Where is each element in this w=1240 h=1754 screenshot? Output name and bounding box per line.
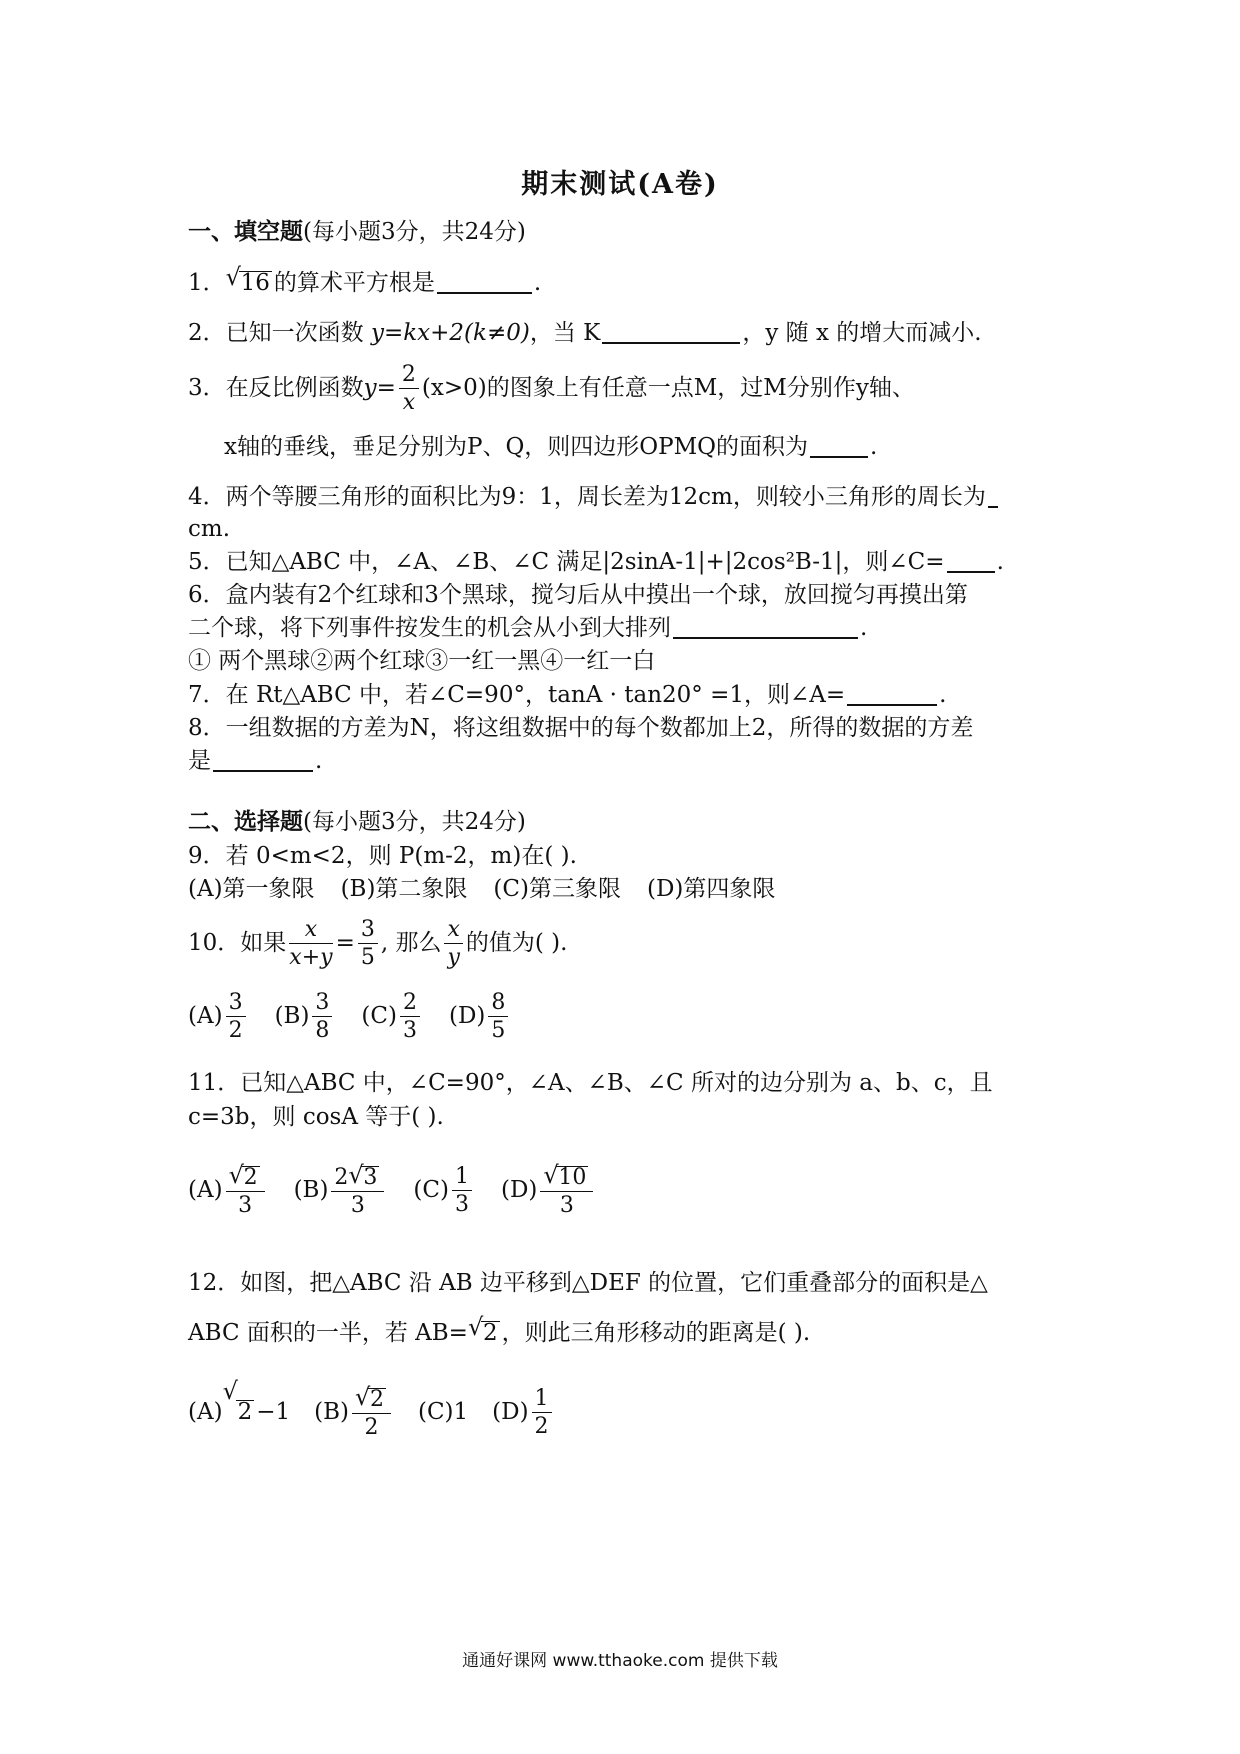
q1-number: 1． bbox=[188, 270, 226, 296]
q12-b-label: (B) bbox=[314, 1399, 349, 1425]
q9-stem: 9．若 0<m<2，则 P(m-2，m)在( ). bbox=[188, 843, 577, 869]
q12-line2a: ABC 面积的一半，若 AB= bbox=[188, 1320, 468, 1346]
q5-end: . bbox=[996, 549, 1004, 575]
footer-credit: 通通好课网 www.tthaoke.com 提供下载 bbox=[462, 1651, 778, 1671]
q7-answer-blank[interactable] bbox=[847, 682, 937, 706]
question-12 bbox=[188, 1268, 988, 1298]
q11-option-b[interactable]: (B) 2 √ 3 3 bbox=[294, 1160, 388, 1220]
q5-answer-blank[interactable] bbox=[947, 549, 995, 573]
question-6 bbox=[188, 580, 968, 610]
section2-note: (每小题3分，共24分) bbox=[303, 809, 526, 835]
q10-f3-den: y bbox=[447, 945, 460, 970]
q10-fraction-1 bbox=[289, 919, 332, 969]
q12-option-d[interactable] bbox=[492, 1382, 554, 1442]
q12-a-rad: 2 bbox=[237, 1399, 253, 1425]
q10-f2-den: 5 bbox=[360, 945, 375, 970]
q2-text-b: ，当 K bbox=[529, 320, 601, 346]
q12-sqrt: √ 2 bbox=[467, 1313, 498, 1346]
q10-d-den: 5 bbox=[491, 1018, 506, 1043]
q8-line2: 是 bbox=[188, 748, 211, 774]
q10-mid: , 那么 bbox=[380, 930, 442, 956]
section1-title: 一、填空题 bbox=[188, 218, 303, 245]
q3-end: . bbox=[870, 434, 878, 460]
section2-title: 二、选择题 bbox=[188, 808, 303, 835]
q10-option-b[interactable] bbox=[275, 988, 336, 1044]
question-11-line2 bbox=[188, 1102, 444, 1132]
q12-a-rest: −1 bbox=[256, 1399, 291, 1425]
q1-text: 的算术平方根是 bbox=[273, 270, 435, 296]
question-3-line2 bbox=[224, 432, 877, 462]
q12-line1: 12．如图，把△ABC 沿 AB 边平移到△DEF 的位置，它们重叠部分的面积是△ bbox=[188, 1270, 988, 1296]
q2-answer-blank[interactable] bbox=[602, 320, 740, 344]
q8-answer-blank[interactable] bbox=[213, 748, 313, 772]
q7-text: 7．在 Rt△ABC 中，若∠C=90°，tanA · tan20° =1，则∠A= bbox=[188, 682, 846, 708]
q8-end: . bbox=[315, 748, 323, 774]
q11-b-coef: 2 bbox=[334, 1164, 349, 1190]
q3-number: 3． bbox=[188, 375, 226, 401]
q2-text-c: ，y 随 x 的增大而减小. bbox=[742, 320, 982, 346]
q12-d-label: (D) bbox=[492, 1399, 529, 1425]
q12-d-den: 2 bbox=[534, 1414, 549, 1439]
q11-a-rad: 2 bbox=[243, 1164, 258, 1190]
question-4 bbox=[188, 482, 1000, 512]
q11-b-rad: 3 bbox=[363, 1164, 378, 1190]
q11-option-c[interactable] bbox=[413, 1160, 475, 1220]
q10-fraction-2 bbox=[358, 919, 378, 969]
q11-line2: c=3b，则 cosA 等于( ). bbox=[188, 1104, 444, 1130]
q6-answer-blank[interactable] bbox=[673, 615, 858, 639]
q7-end: . bbox=[939, 682, 947, 708]
q10-c-num: 2 bbox=[400, 992, 420, 1017]
q11-d-label: (D) bbox=[500, 1177, 538, 1203]
q3-denominator: x bbox=[402, 390, 416, 415]
question-8 bbox=[188, 713, 973, 743]
q11-b-label: (B) bbox=[293, 1177, 329, 1203]
question-9-options bbox=[188, 874, 801, 904]
q10-number: 10．如果 bbox=[188, 930, 287, 956]
q11-d-den: 3 bbox=[559, 1192, 574, 1218]
question-7 bbox=[188, 680, 946, 710]
q12-rad: 2 bbox=[482, 1320, 498, 1346]
question-2 bbox=[188, 318, 982, 348]
q10-end: 的值为( ). bbox=[465, 930, 568, 956]
q12-b-rad: 2 bbox=[369, 1386, 384, 1412]
q6-end: . bbox=[860, 615, 868, 641]
q2-equation: y=kx+2(k≠0) bbox=[370, 320, 530, 346]
question-3 bbox=[188, 362, 915, 414]
q11-b-den: 3 bbox=[350, 1192, 365, 1218]
q10-f3-num: x bbox=[447, 917, 460, 942]
q12-option-b[interactable]: (B) √ 2 2 bbox=[314, 1382, 394, 1442]
question-12-line2 bbox=[188, 1313, 811, 1348]
question-6-options bbox=[188, 646, 655, 676]
q10-d-label: (D) bbox=[448, 1003, 486, 1029]
question-11 bbox=[188, 1068, 993, 1098]
q9-option-a[interactable]: (A)第一象限 bbox=[188, 876, 315, 902]
question-1 bbox=[188, 263, 542, 298]
q5-text: 5．已知△ABC 中，∠A、∠B、∠C 满足|2sinA-1|+|2cos²B-1|，则∠C= bbox=[188, 549, 945, 575]
q4-answer-blank[interactable] bbox=[988, 484, 998, 508]
q10-equals: = bbox=[335, 930, 355, 956]
q10-option-a[interactable] bbox=[188, 988, 249, 1044]
page-title: 期末测试(A卷) bbox=[521, 169, 719, 200]
q1-answer-blank[interactable] bbox=[437, 270, 532, 294]
q11-option-a[interactable]: (A) √ 2 3 bbox=[188, 1160, 268, 1220]
q2-text-a: 已知一次函数 bbox=[225, 320, 371, 346]
q10-b-den: 8 bbox=[315, 1018, 330, 1043]
q6-line2: 二个球，将下列事件按发生的机会从小到大排列 bbox=[188, 615, 671, 641]
q10-option-d[interactable] bbox=[449, 988, 511, 1044]
q9-option-c[interactable]: (C)第三象限 bbox=[493, 876, 621, 902]
q3-text-a: 在反比例函数 bbox=[225, 375, 364, 401]
question-11-options bbox=[188, 1160, 622, 1220]
q6-line1: 6．盒内装有2个红球和3个黑球，搅匀后从中摸出一个球，放回搅匀再摸出第 bbox=[188, 582, 968, 608]
q10-option-c[interactable] bbox=[361, 988, 423, 1044]
sqrt-16: √ 16 bbox=[225, 263, 270, 296]
q6-line3: ① 两个黑球②两个红球③一红一黑④一红一白 bbox=[188, 648, 656, 674]
q9-option-b[interactable]: (B)第二象限 bbox=[340, 876, 468, 902]
q10-f1-num: x bbox=[304, 917, 318, 942]
q1-end: . bbox=[533, 270, 542, 296]
q12-option-c[interactable]: (C)1 bbox=[417, 1399, 469, 1425]
q10-f1-den: x+y bbox=[289, 945, 333, 970]
q3-line2: x轴的垂线，垂足分别为P、Q，则四边形OPMQ的面积为 bbox=[224, 434, 809, 460]
question-9 bbox=[188, 841, 577, 871]
question-12-options bbox=[188, 1377, 581, 1442]
q4-line2: cm. bbox=[188, 516, 231, 542]
q10-fraction-3 bbox=[444, 919, 462, 969]
q10-c-den: 3 bbox=[402, 1018, 417, 1043]
q11-line1: 11．已知△ABC 中，∠C=90°，∠A、∠B、∠C 所对的边分别为 a、b、c，且 bbox=[188, 1070, 993, 1096]
q11-c-num: 1 bbox=[452, 1166, 472, 1191]
q10-a-den: 2 bbox=[228, 1018, 243, 1043]
q8-line1: 8．一组数据的方差为N，将这组数据中的每个数都加上2，所得的数据的方差 bbox=[188, 715, 974, 741]
q10-b-label: (B) bbox=[274, 1003, 310, 1029]
question-10 bbox=[188, 915, 567, 971]
question-6-line2 bbox=[188, 613, 867, 643]
q12-line2b: ，则此三角形移动的距离是( ). bbox=[501, 1320, 811, 1346]
section2-heading bbox=[188, 807, 526, 837]
q11-a-den: 3 bbox=[238, 1192, 253, 1218]
q3-fraction bbox=[399, 364, 419, 414]
q10-a-label: (A) bbox=[188, 1003, 223, 1029]
q4-line1: 4．两个等腰三角形的面积比为9：1，周长差为12cm，则较小三角形的周长为 bbox=[188, 484, 986, 510]
q10-b-num: 3 bbox=[312, 992, 332, 1017]
q10-d-num: 8 bbox=[488, 992, 508, 1017]
question-10-options bbox=[188, 988, 537, 1044]
q11-a-label: (A) bbox=[188, 1177, 223, 1203]
q10-c-label: (C) bbox=[361, 1003, 397, 1029]
q3-y: y= bbox=[363, 375, 396, 401]
question-8-line2 bbox=[188, 746, 322, 776]
q12-a-label: (A) bbox=[188, 1399, 223, 1425]
q3-numerator: 2 bbox=[399, 364, 419, 389]
q11-c-den: 3 bbox=[454, 1192, 469, 1217]
question-5 bbox=[188, 547, 1004, 577]
q1-radicand: 16 bbox=[240, 270, 270, 296]
q11-c-label: (C) bbox=[413, 1177, 449, 1203]
q10-f2-num: 3 bbox=[358, 919, 378, 944]
q10-a-num: 3 bbox=[226, 992, 246, 1017]
q9-option-d[interactable]: (D)第四象限 bbox=[646, 876, 776, 902]
q12-b-den: 2 bbox=[364, 1414, 379, 1440]
q11-d-rad: 10 bbox=[558, 1164, 587, 1190]
section1-note: (每小题3分，共24分) bbox=[303, 219, 526, 245]
q3-answer-blank[interactable] bbox=[810, 434, 868, 458]
q12-option-a[interactable]: (A) √ 2 −1 bbox=[188, 1377, 291, 1425]
q3-condition: (x>0) bbox=[421, 375, 487, 401]
q11-option-d[interactable]: (D) √ 10 3 bbox=[501, 1160, 596, 1220]
q3-text-b: 的图象上有任意一点M，过M分别作y轴、 bbox=[486, 375, 915, 401]
question-4-line2 bbox=[188, 514, 230, 544]
section1-heading bbox=[188, 217, 526, 247]
q2-number: 2． bbox=[188, 320, 226, 346]
q12-d-num: 1 bbox=[532, 1388, 552, 1413]
